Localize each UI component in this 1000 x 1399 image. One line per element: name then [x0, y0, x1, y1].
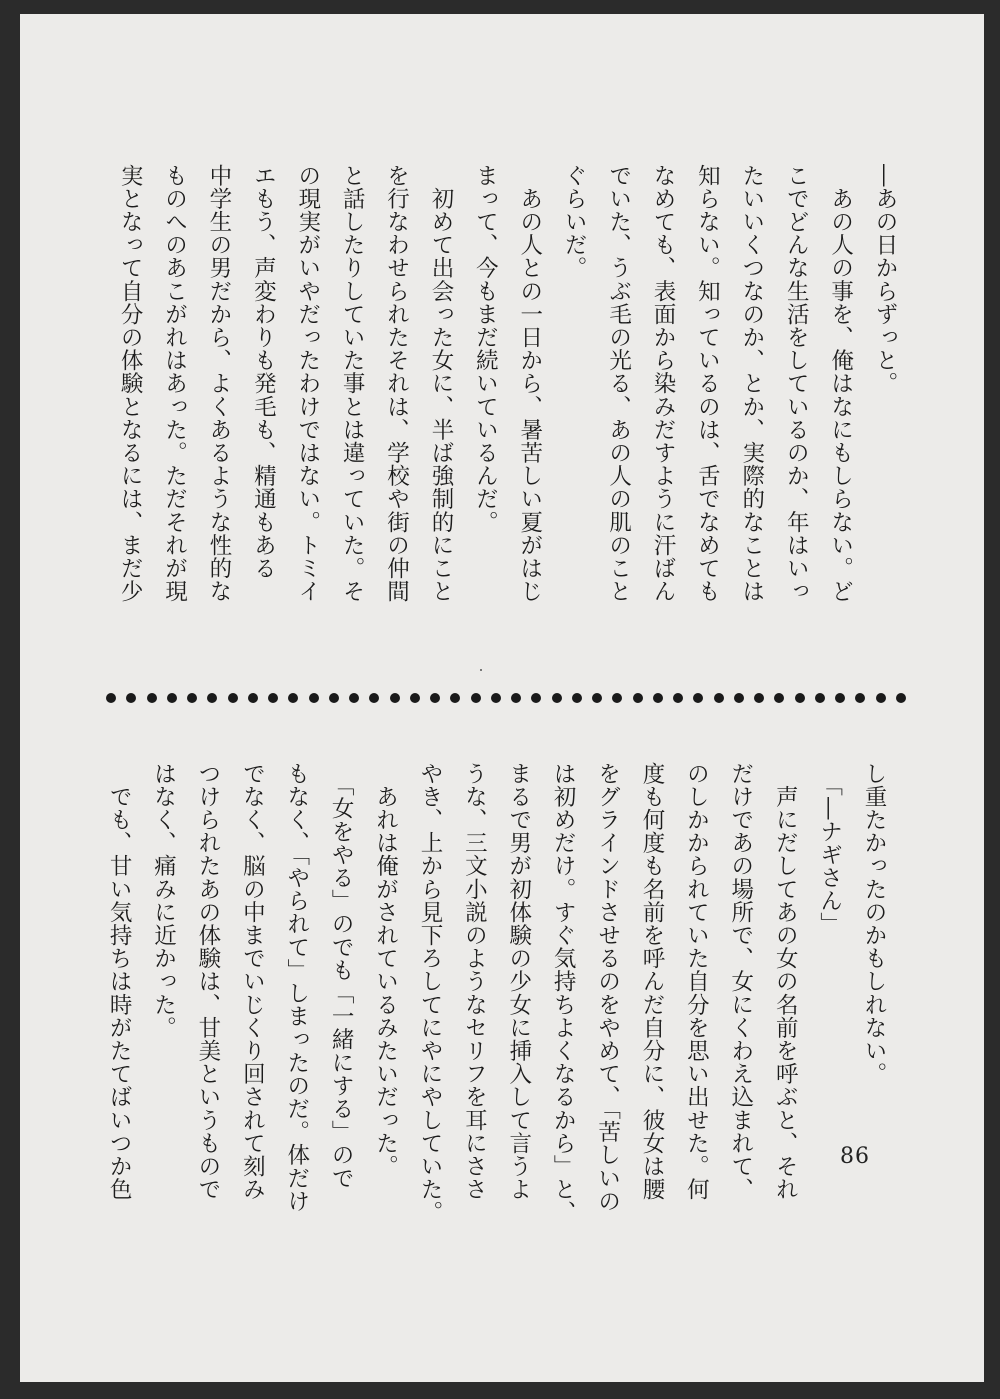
lower-text-line: でも、甘い気持ちは時がたてばいつか色 — [106, 762, 133, 1201]
divider-dot — [754, 693, 764, 703]
upper-text-line: の現実がいやだったわけではない。トミイ — [294, 164, 321, 603]
lower-text-line: し重たかったのかもしれない。 — [861, 762, 887, 1086]
divider-dot — [410, 693, 420, 703]
upper-text-line: エもう、声変わりも発毛も、精通もある — [250, 164, 277, 580]
lower-text-line: 「女をやる」のでも「一緒にする」ので — [328, 762, 355, 1190]
upper-text-line: でいた、うぶ毛の光る、あの人の肌のこと — [605, 164, 632, 603]
lower-text-line: もなく、「やられて」しまったのだ。体だけ — [283, 762, 310, 1213]
divider-dot — [369, 693, 379, 703]
upper-text-line: あの人の事を、俺はなにもしらない。ど — [827, 164, 854, 603]
lower-text-line: つけられたあの体験は、甘美というもので — [194, 762, 221, 1201]
divider-dot — [572, 693, 582, 703]
divider-dot — [126, 693, 136, 703]
divider-dot — [228, 693, 238, 703]
divider-dot — [349, 693, 359, 703]
divider-dot — [106, 693, 116, 703]
paper-speck — [480, 669, 482, 671]
divider-dot — [268, 693, 278, 703]
lower-text-line: あれは俺がされているみたいだった。 — [372, 762, 399, 1178]
divider-dot — [896, 693, 906, 703]
divider-dot — [876, 693, 886, 703]
divider-dot — [714, 693, 724, 703]
divider-dot — [309, 693, 319, 703]
divider-dot — [390, 693, 400, 703]
lower-text-line: 「―ナギさん」 — [816, 762, 843, 936]
upper-text-line: ぐらいだ。 — [561, 164, 588, 280]
upper-text-line: 初めて出会った女に、半ば強制的にこと — [427, 164, 454, 603]
divider-dot — [633, 693, 643, 703]
upper-text-line: あの人との一日から、暑苦しい夏がはじ — [516, 164, 543, 603]
lower-text-line: でなく、脳の中までいじくり回されて刻み — [239, 762, 266, 1201]
divider-dot — [207, 693, 217, 703]
divider-dot — [187, 693, 197, 703]
lower-text-line: 度も何度も名前を呼んだ自分に、彼女は腰 — [638, 762, 665, 1201]
lower-text-line: はなく、痛みに近かった。 — [150, 762, 177, 1040]
upper-text-line: 知らない。知っているのは、舌でなめても — [694, 164, 721, 603]
upper-text-line: こでどんな生活をしているのか、年はいっ — [783, 164, 810, 603]
divider-dot — [774, 693, 784, 703]
divider-dot — [329, 693, 339, 703]
divider-dot — [734, 693, 744, 703]
upper-text-block — [108, 164, 907, 684]
divider-dot — [531, 693, 541, 703]
book-page — [20, 14, 984, 1382]
upper-text-line: まって、今もまだ続いているんだ。 — [472, 164, 499, 534]
divider-dot — [147, 693, 157, 703]
lower-text-line: だけであの場所で、女にくわえ込まれて、 — [727, 762, 754, 1201]
lower-text-line: まるで男が初体験の少女に挿入して言うよ — [505, 762, 532, 1201]
divider-dot — [855, 693, 865, 703]
divider-dot — [592, 693, 602, 703]
lower-text-block — [97, 762, 896, 1282]
divider-dot — [673, 693, 683, 703]
upper-text-line: 実となって自分の体験となるには、まだ少 — [117, 164, 144, 603]
divider-dot — [430, 693, 440, 703]
divider-dot — [552, 693, 562, 703]
upper-text-line: たいいくつなのか、とか、実際的なことは — [738, 164, 765, 603]
upper-text-line: ものへのあこがれはあった。ただそれが現 — [161, 164, 188, 603]
dot-divider — [106, 691, 906, 705]
divider-dot — [612, 693, 622, 703]
divider-dot — [248, 693, 258, 703]
upper-text-line: を行なわせられたそれは、学校や街の仲間 — [383, 164, 410, 603]
divider-dot — [471, 693, 481, 703]
divider-dot — [795, 693, 805, 703]
page-number: 86 — [840, 1144, 870, 1169]
upper-text-line: 中学生の男だから、よくあるような性的な — [205, 164, 232, 603]
lower-text-line: のしかかられていた自分を思い出せた。何 — [683, 762, 710, 1201]
lower-text-line: やき、上から見下ろしてにやにやしていた。 — [416, 762, 443, 1224]
lower-text-line: をグラインドさせるのをやめて、「苦しいの — [594, 762, 621, 1213]
divider-dot — [288, 693, 298, 703]
lower-text-line: は初めだけ。すぐ気持ちよくなるから」と、 — [550, 762, 577, 1224]
divider-dot — [450, 693, 460, 703]
lower-text-line: 声にだしてあの女の名前を呼ぶと、それ — [772, 762, 799, 1201]
divider-dot — [815, 693, 825, 703]
upper-text-line: ―あの日からずっと。 — [872, 164, 898, 395]
divider-dot — [511, 693, 521, 703]
divider-dot — [835, 693, 845, 703]
upper-text-line: なめても、表面から染みだすように汗ばん — [649, 164, 676, 603]
divider-dot — [653, 693, 663, 703]
upper-text-line: と話したりしていた事とは違っていた。そ — [339, 164, 366, 603]
divider-dot — [693, 693, 703, 703]
lower-text-line: うな、三文小説のようなセリフを耳にささ — [461, 762, 488, 1201]
divider-dot — [491, 693, 501, 703]
divider-dot — [167, 693, 177, 703]
